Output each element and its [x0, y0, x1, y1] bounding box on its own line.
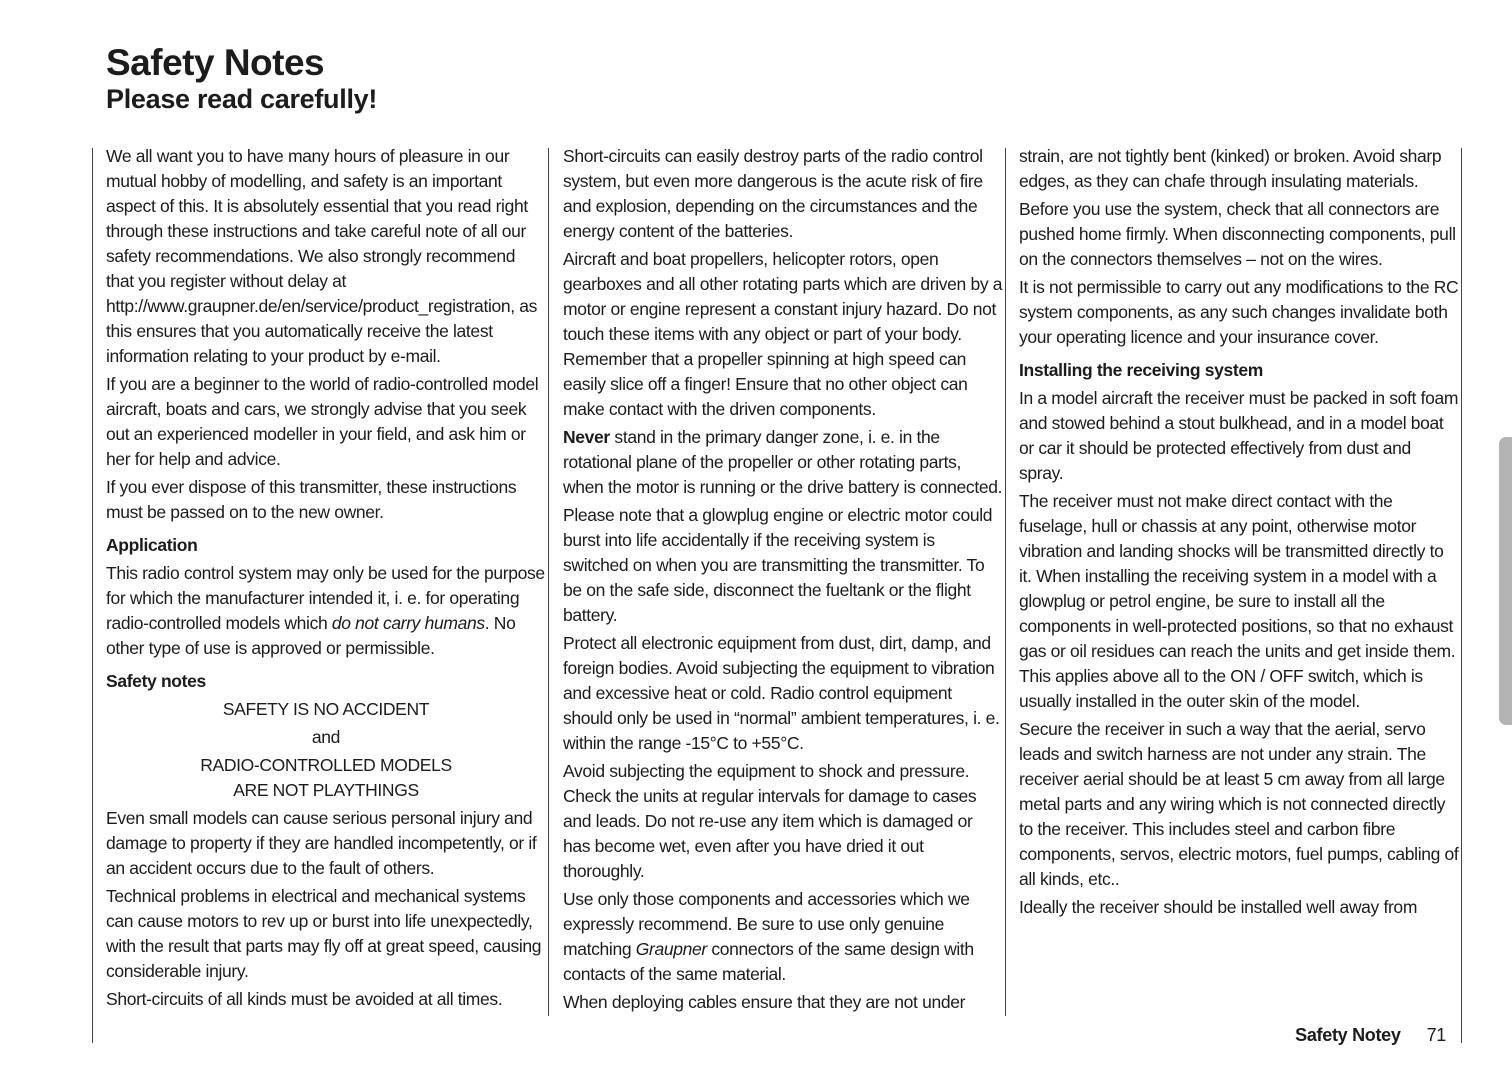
components-text-b: connectors of the same design with contacts of the same material. [563, 939, 974, 984]
danger-zone-paragraph [563, 425, 1003, 500]
slogan-line-1: SAFETY IS NO ACCIDENT [222, 699, 430, 719]
application-paragraph [106, 561, 546, 661]
technical-problems-paragraph: Technical problems in electrical and mechanical systems can cause motors to rev up or burst into life unexpectedly, with the result that parts may fly off at great speed, causing considerable injury. [106, 886, 542, 981]
short-circuit-paragraph: Short-circuits of all kinds must be avoided at all times. [106, 989, 503, 1009]
page-footer [1295, 1022, 1446, 1048]
column-rule-middle-1 [548, 148, 549, 1016]
propeller-hazard-paragraph: Aircraft and boat propellers, helicopter rotors, open gearboxes and all other rotating parts which are driven by a motor or engine represent a constant injury hazard. Do not touch these items with any object or part of your body. Remember that a propeller spinning at high speed can easily slice off a finger! Ensure that no other object can make contact with the driven components. [563, 249, 1003, 419]
text-column-3 [1019, 144, 1459, 923]
column-rule-left [92, 148, 93, 1043]
danger-zone-text: stand in the primary danger zone, i. e. in the rotational plane of the propeller or other rotating parts, when the motor is running or the drive battery is connected. [563, 427, 1003, 497]
injury-paragraph: Even small models can cause serious personal injury and damage to property if they are handled incompetently, or if an accident occurs due to the fault of others. [106, 808, 537, 878]
disposal-paragraph: If you ever dispose of this transmitter, these instructions must be passed on to the new owner. [106, 477, 517, 522]
installing-heading: Installing the receiving system [1019, 360, 1263, 380]
application-text-a: This radio control system may only be used for the purpose for which the manufacturer intended it, i. e. for operating radio-controlled models which [106, 563, 545, 633]
receiver-location-paragraph: Ideally the receiver should be installed well away from [1019, 897, 1418, 917]
page-number: 71 [1426, 1025, 1446, 1045]
modifications-paragraph: It is not permissible to carry out any modifications to the RC system components, as any such changes invalidate both your operating licence and your insurance cover. [1019, 277, 1459, 347]
receiver-packing-paragraph: In a model aircraft the receiver must be packed in soft foam and stowed behind a stout bulkhead, and in a model boat or car it should be protected effectively from dust and spray. [1019, 388, 1459, 483]
application-heading: Application [106, 535, 198, 555]
cables-paragraph: When deploying cables ensure that they are not under [563, 992, 966, 1012]
thumb-index-tab [1499, 437, 1512, 725]
components-paragraph [563, 887, 1003, 987]
beginner-paragraph: If you are a beginner to the world of radio-controlled model aircraft, boats and cars, we strongly advise that you seek out an experienced modeller in your field, and ask him or her for help and advice. [106, 374, 539, 469]
column-rule-right [1461, 148, 1462, 1043]
strain-paragraph: strain, are not tightly bent (kinked) or broken. Avoid sharp edges, as they can chafe through insulating materials. [1019, 146, 1442, 191]
intro-paragraph: We all want you to have many hours of pleasure in our mutual hobby of modelling, and safety is an important aspect of this. It is absolutely essential that you read right through these instructions and take careful note of all our safety recommendations. We also strongly recommend that you register without delay at http://www.graupner.de/en/service/product_registration, as this ensures that you automatically receive the latest information relating to your product by e-mail. [106, 146, 538, 366]
short-circuit-risk-paragraph: Short-circuits can easily destroy parts of the radio control system, but even more dangerous is the acute risk of fire and explosion, depending on the circumstances and the energy content of the batteries. [563, 146, 983, 241]
column-rule-middle-2 [1005, 148, 1006, 1016]
graupner-emphasis: Graupner [635, 939, 707, 959]
application-text-b: . No other type of use is approved or permissible. [106, 613, 516, 658]
slogan-line-4: ARE NOT PLAYTHINGS [233, 780, 419, 800]
slogan-line-2: and [311, 727, 341, 747]
text-column-1 [106, 144, 546, 1015]
receiver-securing-paragraph: Secure the receiver in such a way that the aerial, servo leads and switch harness are not under any strain. The receiver aerial should be at least 5 cm away from all large metal parts and any wiring which is not connected directly to the receiver. This includes steel and carbon fibre components, servos, electric motors, fuel pumps, cabling of all kinds, etc.. [1019, 719, 1459, 889]
footer-section-label: Safety Notey [1295, 1025, 1401, 1045]
shock-paragraph: Avoid subjecting the equipment to shock and pressure. Check the units at regular intervals for damage to cases and leads. Do not re-use any item which is damaged or has become wet, even after you have dried it out thoroughly. [563, 761, 977, 881]
protection-paragraph: Protect all electronic equipment from dust, dirt, damp, and foreign bodies. Avoid subjecting the equipment to vibration and excessive heat or cold. Radio control equipment should only be used in “normal” ambient temperatures, i. e. within the range -15°C to +55°C. [563, 633, 1000, 753]
connectors-paragraph: Before you use the system, check that all connectors are pushed home firmly. When disconnecting components, pull on the connectors themselves – not on the wires. [1019, 199, 1456, 269]
page-title: Safety Notes [106, 42, 325, 83]
page-subtitle: Please read carefully! [106, 84, 378, 114]
slogan-line-3: RADIO-CONTROLLED MODELS [200, 755, 452, 775]
safety-notes-heading: Safety notes [106, 671, 206, 691]
components-text-a: Use only those components and accessories which we expressly recommend. Be sure to use only genuine matching [563, 889, 970, 959]
never-emphasis: Never [563, 427, 610, 447]
receiver-contact-paragraph: The receiver must not make direct contact with the fuselage, hull or chassis at any point, otherwise motor vibration and landing shocks will be transmitted directly to it. When installing the receiving system in a model with a glowplug or petrol engine, be sure to install all the components in well-protected positions, so that no exhaust gas or oil residues can reach the units and get inside them. This applies above all to the ON / OFF switch, which is usually installed in the outer skin of the model. [1019, 491, 1456, 711]
glowplug-paragraph: Please note that a glowplug engine or electric motor could burst into life accidentally if the receiving system is switched on when you are transmitting the transmitter. To be on the safe side, disconnect the fueltank or the flight battery. [563, 505, 993, 625]
application-emphasis: do not carry humans [331, 613, 485, 633]
text-column-2 [563, 144, 1003, 1018]
